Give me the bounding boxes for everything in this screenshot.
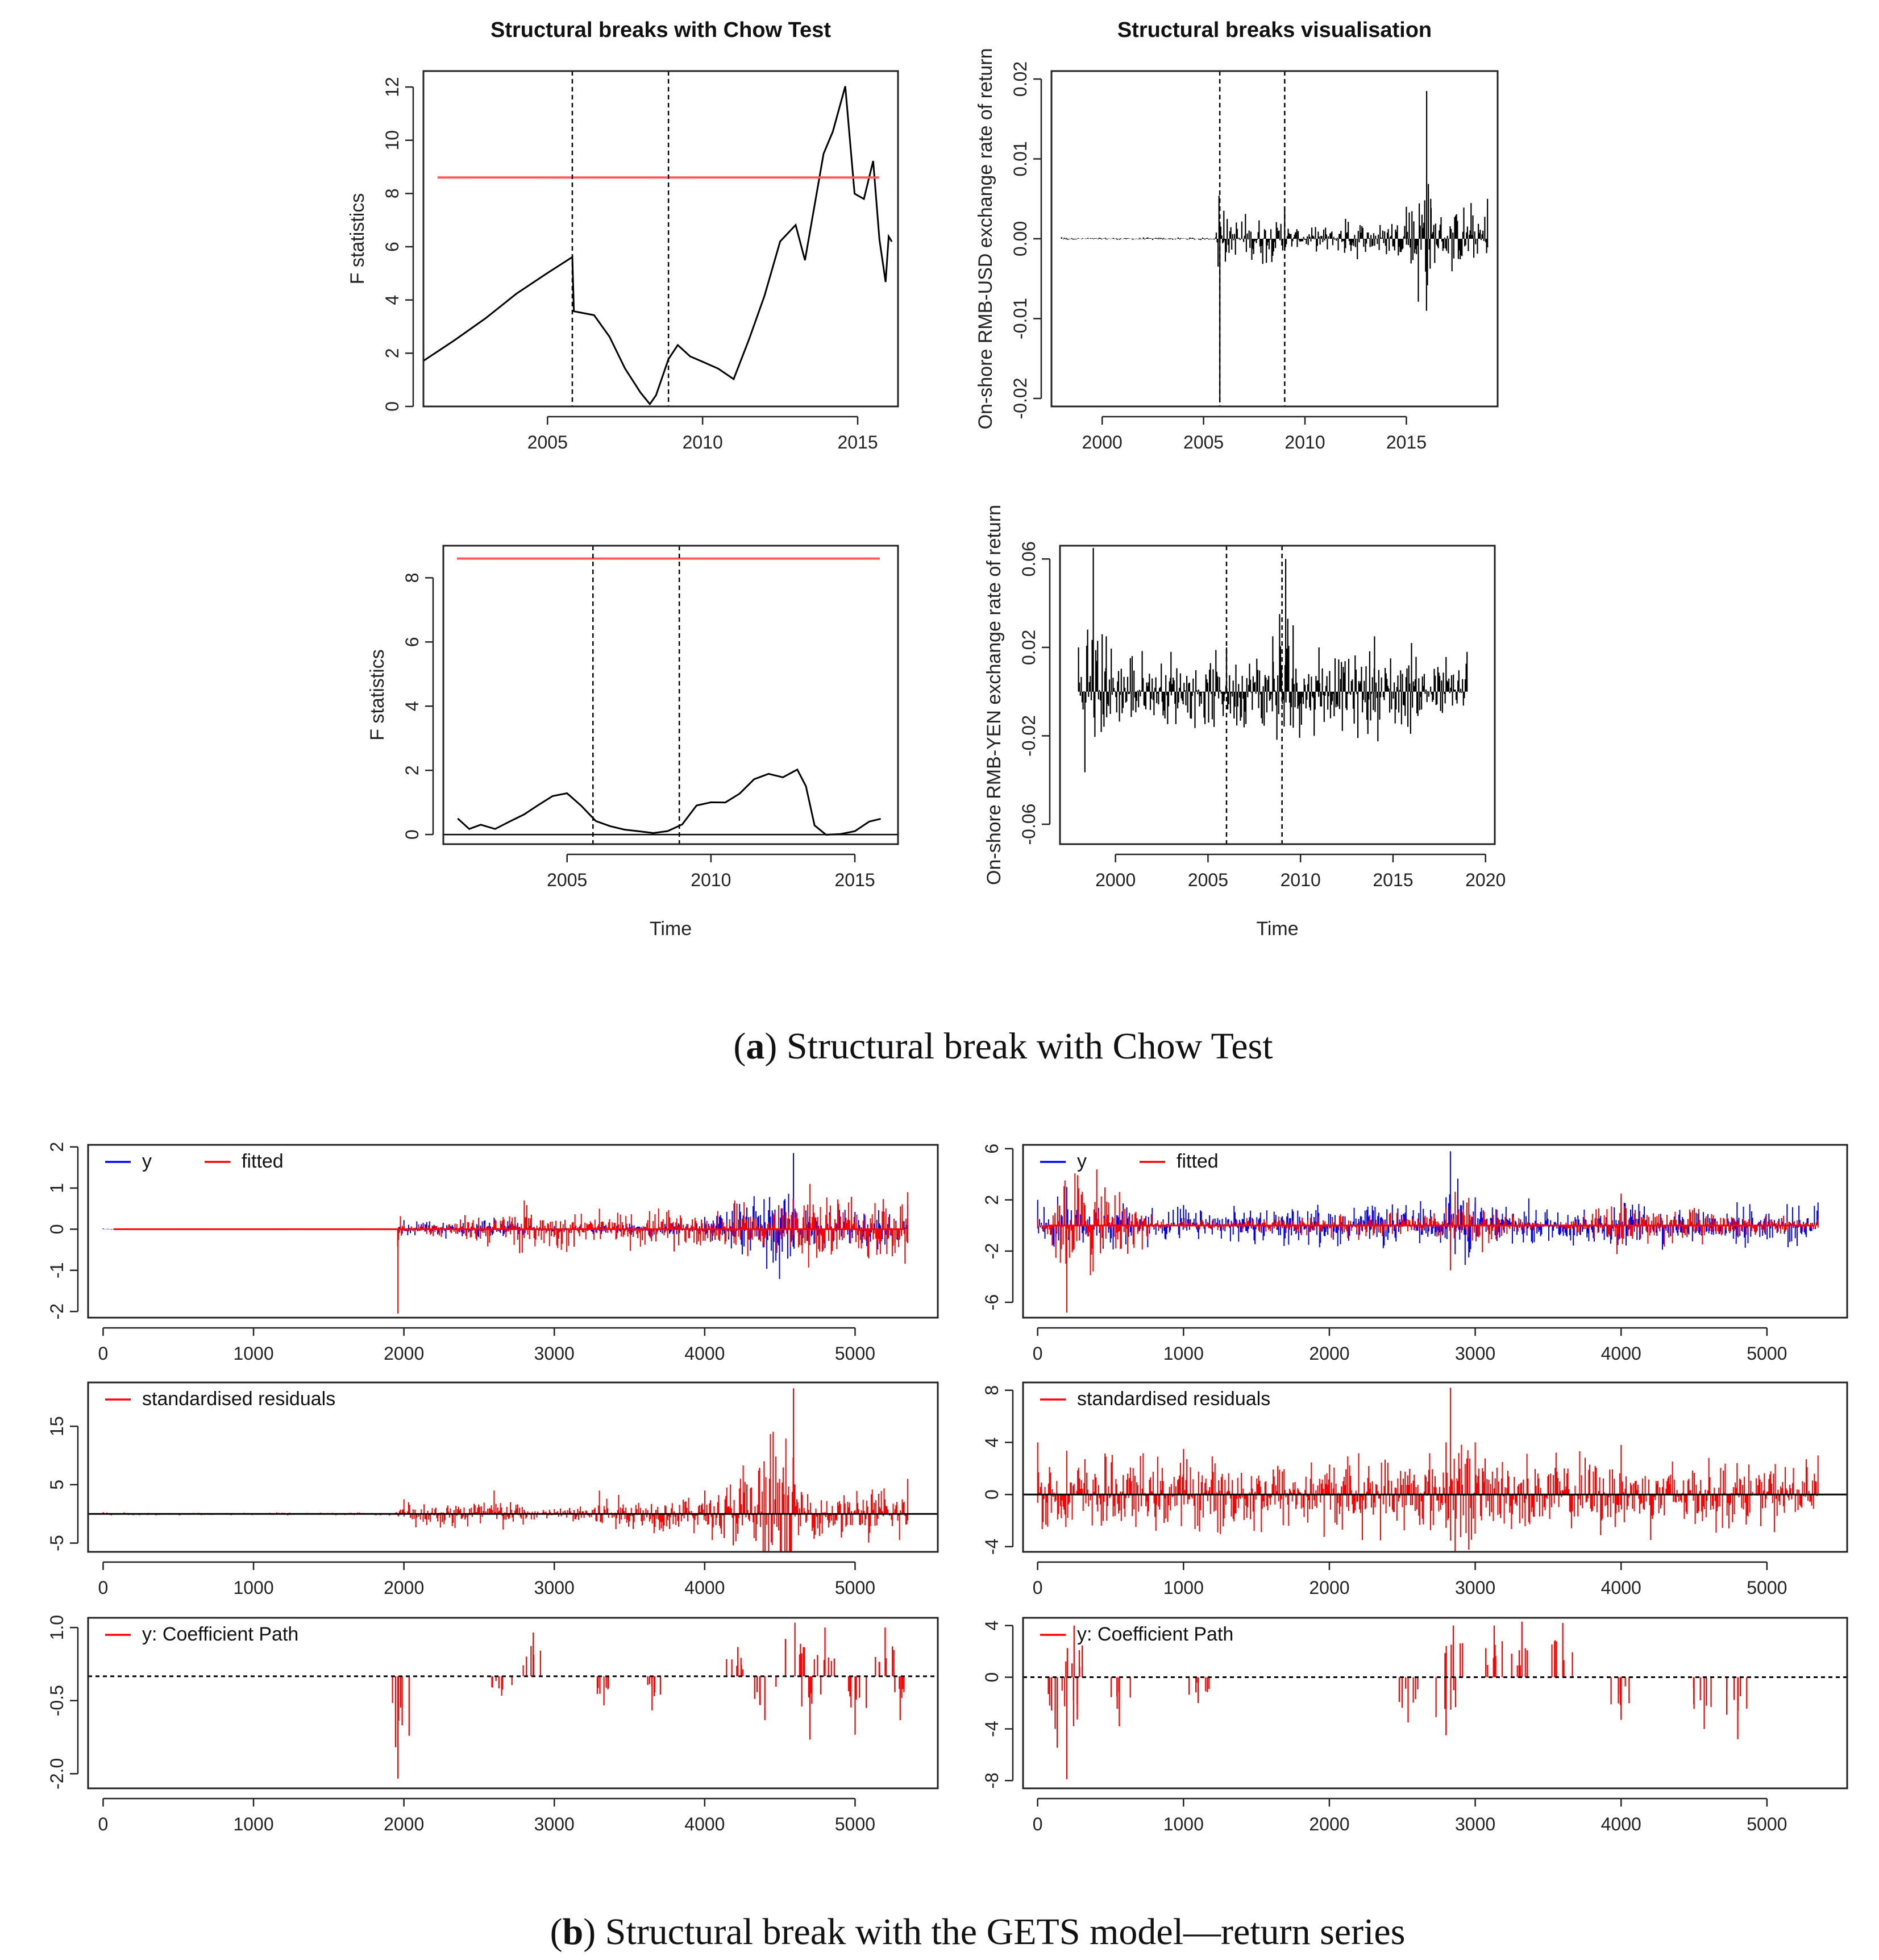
- x-tick-label: 1000: [1163, 1814, 1204, 1834]
- x-tick-label: 1000: [233, 1814, 274, 1834]
- y-tick-label: -0.01: [1010, 298, 1030, 339]
- y-tick-label: 2: [382, 348, 402, 359]
- x-tick-label: 2010: [1280, 870, 1321, 890]
- y-tick-label: 0.00: [1010, 221, 1030, 257]
- series-line: [458, 770, 880, 835]
- yen-returns-panel: [983, 505, 1506, 940]
- y-tick-label: -4: [982, 1721, 1002, 1737]
- y-tick-label: 4: [382, 294, 402, 305]
- x-tick-label: 2020: [1465, 870, 1506, 890]
- coefficient-spikes: [1049, 1622, 1747, 1779]
- plot-area: [1079, 548, 1468, 773]
- legend-label: fitted: [242, 1151, 284, 1172]
- usd-returns-panel: [975, 18, 1498, 452]
- x-tick-label: 2000: [384, 1343, 425, 1364]
- x-tick-label: 4000: [684, 1343, 725, 1364]
- plot-area: [1038, 1151, 1818, 1313]
- gets-usd-coefficient-panel: [47, 1615, 938, 1834]
- y-tick-label: 10: [382, 130, 402, 151]
- x-tick-label: 3000: [1454, 1577, 1496, 1598]
- series-bars: [103, 1388, 908, 1634]
- y-tick-label: -1: [47, 1262, 67, 1278]
- x-tick-label: 2015: [1373, 870, 1414, 890]
- y-tick-label: 0: [402, 829, 422, 840]
- caption-a: (a) Structural break with Chow Test: [733, 1025, 1273, 1067]
- y-tick-label: -2: [47, 1303, 67, 1320]
- x-tick-label: 2005: [1183, 432, 1224, 452]
- x-tick-label: 2015: [834, 870, 875, 890]
- y-tick-label: 4: [402, 701, 422, 712]
- legend-label: y: [142, 1151, 152, 1172]
- gets-usd-residuals-panel: [47, 1382, 938, 1634]
- y-tick-label: -6: [982, 1294, 1002, 1311]
- legend-label: standardised residuals: [1077, 1388, 1271, 1410]
- x-tick-label: 5000: [834, 1814, 876, 1834]
- plot-area: [443, 770, 898, 835]
- y-tick-label: -2.0: [47, 1758, 67, 1789]
- x-tick-label: 4000: [684, 1577, 725, 1598]
- plot-area: [1038, 1388, 1818, 1562]
- series-line: [423, 86, 892, 404]
- y-axis-label: F statistics: [367, 649, 388, 741]
- y-tick-label: 6: [982, 1143, 1002, 1154]
- x-tick-label: 5000: [834, 1577, 876, 1598]
- y-tick-label: -5: [47, 1535, 67, 1551]
- plot-frame: [88, 1145, 938, 1318]
- caption-b: (b) Structural break with the GETS model—return series: [550, 1911, 1406, 1953]
- x-tick-label: 2005: [1187, 870, 1229, 890]
- y-tick-label: 0.02: [1019, 629, 1039, 666]
- y-axis-label: On-shore RMB-YEN exchange rate of return: [983, 505, 1005, 885]
- legend-label: y: Coefficient Path: [142, 1623, 299, 1645]
- x-tick-label: 2015: [1386, 432, 1427, 452]
- y-tick-label: 8: [982, 1385, 1002, 1396]
- series-bars: [1038, 1151, 1818, 1265]
- x-tick-label: 0: [1032, 1577, 1043, 1598]
- y-tick-label: 0: [47, 1224, 67, 1235]
- x-tick-label: 2000: [384, 1577, 425, 1598]
- x-tick-label: 3000: [534, 1577, 575, 1598]
- x-axis-label: Time: [649, 918, 692, 940]
- y-tick-label: -2: [982, 1243, 1002, 1260]
- y-tick-label: 2: [402, 765, 422, 776]
- y-tick-label: 6: [402, 637, 422, 647]
- legend-label: y: [1077, 1151, 1087, 1172]
- plot-area: [103, 1388, 908, 1634]
- x-tick-label: 2000: [1309, 1343, 1350, 1364]
- y-tick-label: 0.06: [1019, 541, 1039, 577]
- series-bars: [1038, 1169, 1818, 1313]
- y-tick-label: 0: [982, 1489, 1002, 1500]
- gets-usd-fitted-panel: [47, 1142, 938, 1364]
- y-tick-label: 0.02: [1010, 61, 1030, 97]
- plot-area: [1062, 91, 1487, 402]
- y-tick-label: 4: [982, 1620, 1002, 1631]
- y-tick-label: -0.5: [47, 1685, 67, 1717]
- x-tick-label: 2000: [1082, 432, 1123, 452]
- x-tick-label: 1000: [1163, 1343, 1204, 1364]
- y-tick-label: -4: [982, 1538, 1002, 1555]
- x-tick-label: 0: [1032, 1814, 1043, 1834]
- coefficient-spikes: [393, 1623, 904, 1779]
- legend-label: fitted: [1177, 1151, 1219, 1172]
- legend-label: y: Coefficient Path: [1077, 1623, 1234, 1645]
- x-tick-label: 4000: [1601, 1343, 1641, 1364]
- x-tick-label: 4000: [684, 1814, 725, 1834]
- y-tick-label: 6: [382, 242, 402, 252]
- plot-frame: [423, 71, 898, 406]
- y-axis-label: On-shore RMB-USD exchange rate of return: [975, 48, 996, 430]
- x-tick-label: 3000: [534, 1814, 575, 1834]
- series-bars: [1038, 1388, 1818, 1562]
- x-tick-label: 2000: [1309, 1814, 1350, 1834]
- y-tick-label: -0.02: [1019, 715, 1039, 757]
- x-tick-label: 2015: [837, 432, 878, 452]
- x-tick-label: 0: [98, 1343, 109, 1364]
- y-tick-label: 5: [47, 1479, 67, 1490]
- y-tick-label: -0.06: [1019, 803, 1039, 845]
- y-tick-label: -0.02: [1010, 377, 1030, 420]
- series-bars: [1079, 548, 1468, 773]
- y-tick-label: 1.0: [47, 1614, 67, 1641]
- y-tick-label: 2: [47, 1141, 67, 1152]
- y-tick-label: 8: [382, 188, 402, 199]
- x-tick-label: 2005: [547, 870, 588, 890]
- plot-area: [393, 1623, 904, 1779]
- plot-frame: [443, 546, 898, 844]
- x-tick-label: 0: [98, 1577, 109, 1598]
- x-tick-label: 5000: [1747, 1577, 1787, 1598]
- x-tick-label: 2010: [682, 432, 723, 452]
- x-tick-label: 2000: [384, 1814, 425, 1834]
- y-tick-label: 4: [982, 1437, 1002, 1448]
- x-tick-label: 1000: [233, 1577, 274, 1598]
- x-tick-label: 5000: [1747, 1343, 1787, 1364]
- series-bars: [103, 1184, 908, 1314]
- x-axis-label: Time: [1256, 918, 1299, 940]
- x-tick-label: 0: [98, 1814, 109, 1834]
- x-tick-label: 1000: [1163, 1577, 1204, 1598]
- y-tick-label: 2: [982, 1194, 1002, 1205]
- chow-usd-panel: [347, 18, 898, 452]
- y-tick-label: 15: [47, 1416, 67, 1436]
- chow-yen-panel: [367, 546, 898, 940]
- gets-yen-residuals-panel: [982, 1382, 1847, 1598]
- panel-title: Structural breaks with Chow Test: [490, 18, 831, 42]
- legend-label: standardised residuals: [142, 1388, 336, 1410]
- plot-area: [103, 1153, 908, 1314]
- y-tick-label: 0.01: [1010, 141, 1030, 177]
- y-tick-label: 12: [382, 77, 402, 97]
- x-tick-label: 2010: [691, 870, 731, 890]
- y-tick-label: 8: [402, 572, 422, 583]
- panel-title: Structural breaks visualisation: [1117, 18, 1432, 42]
- x-tick-label: 0: [1032, 1343, 1043, 1364]
- y-tick-label: 0: [982, 1672, 1002, 1683]
- series-bars: [1062, 91, 1487, 402]
- x-tick-label: 3000: [534, 1343, 575, 1364]
- gets-yen-fitted-panel: [982, 1144, 1847, 1364]
- y-tick-label: -8: [982, 1772, 1002, 1789]
- plot-area: [423, 86, 898, 406]
- x-tick-label: 5000: [834, 1343, 876, 1364]
- x-tick-label: 2005: [527, 432, 568, 452]
- series-bars: [103, 1153, 908, 1280]
- plot-area: [1049, 1622, 1747, 1779]
- x-tick-label: 2000: [1095, 870, 1136, 890]
- x-tick-label: 3000: [1454, 1814, 1496, 1834]
- gets-yen-coefficient-panel: [982, 1618, 1847, 1834]
- y-tick-label: 1: [47, 1183, 67, 1193]
- x-tick-label: 2000: [1309, 1577, 1350, 1598]
- x-tick-label: 1000: [233, 1343, 274, 1364]
- x-tick-label: 3000: [1454, 1343, 1496, 1364]
- x-tick-label: 4000: [1601, 1577, 1641, 1598]
- y-tick-label: 0: [382, 401, 402, 412]
- y-axis-label: F statistics: [347, 193, 368, 285]
- x-tick-label: 2010: [1284, 432, 1325, 452]
- x-tick-label: 5000: [1747, 1814, 1787, 1834]
- x-tick-label: 4000: [1601, 1814, 1641, 1834]
